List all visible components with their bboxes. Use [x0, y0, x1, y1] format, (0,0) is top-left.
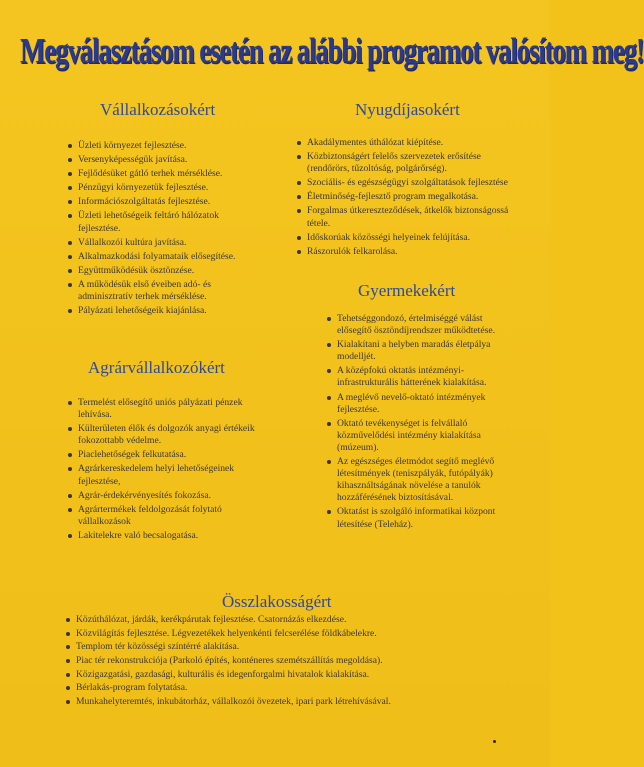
list-item: Közúthálózat, járdák, kerékpárutak fejlesztése. Csatornázás elkezdése.: [64, 614, 534, 626]
list-item: Versenyképességük javítása.: [66, 154, 256, 166]
list-item: Fejlődésüket gátló terhek mérséklése.: [66, 168, 256, 180]
list-item: Agrártermékek feldolgozását folytató vállalkozások: [66, 504, 256, 528]
list-item: Forgalmas útkereszteződések, átkelők biztonságossá tétele.: [295, 205, 515, 229]
page-title: Megválasztásom esetén az alábbi programot valósítom meg!: [20, 30, 644, 71]
list-item: Üzleti lehetőségeik feltáró hálózatok fejlesztése.: [66, 210, 256, 234]
list-item: Piaclehetőségek felkutatása.: [66, 449, 256, 461]
list-item: Közbiztonságért felelős szervezetek erősítése (rendőrörs, tűzoltóság, polgárőrség).: [295, 151, 515, 175]
list-item: Közigazgatási, gazdasági, kulturális és idegenforgalmi hivatalok kialakítása.: [64, 669, 534, 681]
section-title-agrarvallalkozokert: Agrárvállalkozókért: [88, 358, 225, 377]
list-item: Oktatást is szolgáló informatikai központ létesítése (Teleház).: [325, 506, 515, 530]
list-item: Munkahelyteremtés, inkubátorház, vállalkozói övezetek, ipari park létrehívásával.: [64, 696, 534, 708]
list-item: A működésük első éveiben adó- és adminisztratív terhek mérséklése.: [66, 279, 256, 303]
list-item: A középfokú oktatás intézményi-infrastrukturális hátterének kialakítása.: [325, 365, 515, 389]
list-item: Külterületen élők és dolgozók anyagi értékeik fokozottabb védelme.: [66, 423, 256, 447]
list-item: Termelést elősegítő uniós pályázati pénzek lehívása.: [66, 397, 256, 421]
ink-dot: [493, 740, 496, 743]
list-item: Kialakítani a helyben maradás életpálya modelljét.: [325, 339, 515, 363]
list-item: Alkalmazkodási folyamataik elősegítése.: [66, 251, 256, 263]
list-item: Szociális- és egészségügyi szolgáltatások fejlesztése: [295, 177, 515, 189]
list-item: Templom tér közösségi színtérré alakítása.: [64, 641, 534, 653]
list-item: Együttműködésük ösztönzése.: [66, 265, 256, 277]
list-item: Tehetséggondozó, értelmiséggé válást elősegítő ösztöndíjrendszer működtetése.: [325, 313, 515, 337]
section-title-nyugdijasokert: Nyugdíjasokért: [355, 100, 460, 119]
list-item: Közvilágítás fejlesztése. Légvezetékek helyenkénti felcserélése földkábelekre.: [64, 628, 534, 640]
list-item: Agrár-érdekérvényesítés fokozása.: [66, 490, 256, 502]
list-item: Oktató tevékenységet is felvállaló közművelődési intézmény kialakítása (múzeum).: [325, 418, 515, 454]
list-item: Lakitelekre való becsalogatása.: [66, 530, 256, 542]
list-item: Piac tér rekonstrukciója (Parkoló építés, konténeres szemétszállítás megoldása).: [64, 655, 534, 667]
list-item: A meglévő nevelő-oktató intézmények fejlesztése.: [325, 392, 515, 416]
section-title-vallalkozasokert: Vállalkozásokért: [100, 100, 216, 119]
list-item: Akadálymentes úthálózat kiépítése.: [295, 137, 515, 149]
list-item: Vállalkozói kultúra javítása.: [66, 237, 256, 249]
list-item: Pénzügyi környezetük fejlesztése.: [66, 182, 256, 194]
section-title-osszlakossagert: Összlakosságért: [222, 592, 332, 611]
list-item: Üzleti környezet fejlesztése.: [66, 140, 256, 152]
list-osszlakossagert: [64, 614, 534, 710]
section-title-gyermekekert: Gyermekekért: [358, 281, 456, 300]
list-item: Az egészséges életmódot segítő meglévő létesítmények (teniszpályák, futópályák) kihasználtságának növelése a tanulók hozzáférésének biztosításával.: [325, 456, 515, 504]
list-item: Rászorulók felkarolása.: [295, 246, 515, 258]
list-nyugdijasokert: [295, 137, 515, 260]
list-item: Agrárkereskedelem helyi lehetőségeinek fejlesztése,: [66, 463, 256, 487]
list-item: Pályázati lehetőségeik kiajánlása.: [66, 305, 256, 317]
list-item: Információszolgáltatás fejlesztése.: [66, 196, 256, 208]
list-item: Bérlakás-program folytatása.: [64, 682, 534, 694]
list-gyermekekert: [325, 313, 515, 533]
list-agrarvallalkozokert: [66, 397, 256, 544]
list-item: Életminőség-fejlesztő program megalkotása.: [295, 191, 515, 203]
list-item: Időskorúak közösségi helyeinek felújítása.: [295, 232, 515, 244]
list-vallalkozasokert: [66, 140, 256, 319]
